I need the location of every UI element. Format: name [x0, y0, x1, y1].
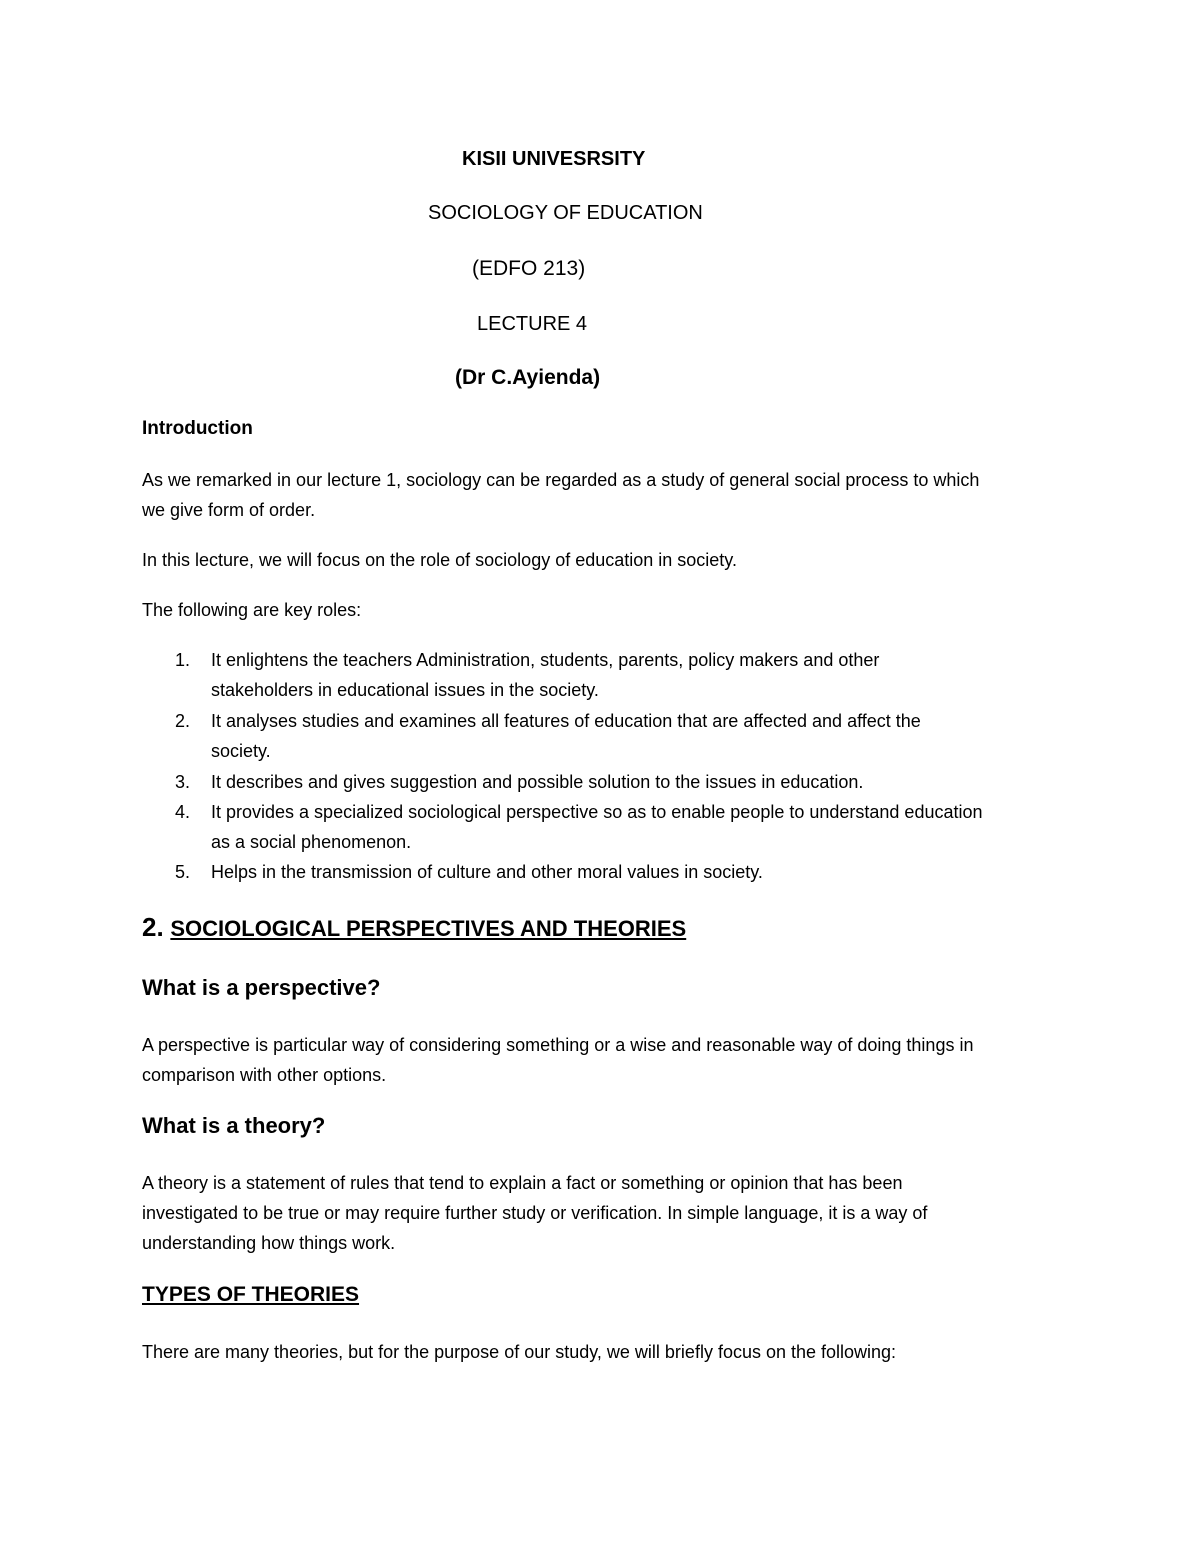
intro-paragraph-3: The following are key roles: — [142, 600, 362, 620]
list-item-number: 5. — [175, 862, 191, 882]
list-item-number: 4. — [175, 802, 191, 822]
theory-definition-line-3: understanding how things work. — [142, 1233, 396, 1253]
lecturer-name: (Dr C.Ayienda) — [455, 366, 601, 389]
theory-question: What is a theory? — [142, 1113, 326, 1138]
list-item-text-line-1: Helps in the transmission of culture and other moral values in society. — [211, 862, 763, 882]
perspective-question: What is a perspective? — [142, 975, 381, 1000]
course-code: (EDFO 213) — [472, 257, 586, 280]
list-item — [142, 857, 1062, 887]
list-item-text-line-2: as a social phenomenon. — [211, 832, 412, 852]
introduction-heading: Introduction — [142, 418, 253, 439]
section-2-title: SOCIOLOGICAL PERSPECTIVES AND THEORIES — [170, 916, 687, 941]
list-item — [142, 706, 1062, 766]
list-item-text-line-2: society. — [211, 741, 271, 761]
list-item-text-line-1: It analyses studies and examines all features of education that are affected and affect the — [211, 711, 921, 731]
university-name: KISII UNIVESRSITY — [462, 148, 646, 170]
course-title: SOCIOLOGY OF EDUCATION — [428, 202, 703, 224]
list-item-number: 1. — [175, 650, 191, 670]
lecture-number: LECTURE 4 — [477, 313, 588, 335]
theory-definition-line-1: A theory is a statement of rules that tend to explain a fact or something or opinion that has been — [142, 1173, 903, 1193]
intro-paragraph-1-line-2: we give form of order. — [142, 500, 316, 520]
list-item — [142, 645, 1062, 705]
types-of-theories-heading: TYPES OF THEORIES — [142, 1283, 360, 1306]
perspective-definition-line-2: comparison with other options. — [142, 1065, 387, 1085]
section-2-number: 2. — [142, 912, 164, 942]
list-item-text-line-1: It provides a specialized sociological perspective so as to enable people to understand education — [211, 802, 983, 822]
list-item-text-line-1: It describes and gives suggestion and possible solution to the issues in education. — [211, 772, 864, 792]
list-item — [142, 767, 1062, 797]
types-of-theories-intro: There are many theories, but for the purpose of our study, we will briefly focus on the following: — [142, 1342, 897, 1362]
theory-definition-line-2: investigated to be true or may require further study or verification. In simple language, it is a way of — [142, 1203, 928, 1223]
perspective-definition-line-1: A perspective is particular way of considering something or a wise and reasonable way of doing things in — [142, 1035, 974, 1055]
list-item-text-line-2: stakeholders in educational issues in the society. — [211, 680, 599, 700]
list-item-number: 2. — [175, 711, 191, 731]
list-item — [142, 797, 1062, 857]
section-2-heading — [142, 912, 686, 943]
intro-paragraph-1-line-1: As we remarked in our lecture 1, sociology can be regarded as a study of general social process to which — [142, 470, 980, 490]
list-item-text-line-1: It enlightens the teachers Administration, students, parents, policy makers and other — [211, 650, 880, 670]
intro-paragraph-2: In this lecture, we will focus on the role of sociology of education in society. — [142, 550, 737, 570]
list-item-number: 3. — [175, 772, 191, 792]
